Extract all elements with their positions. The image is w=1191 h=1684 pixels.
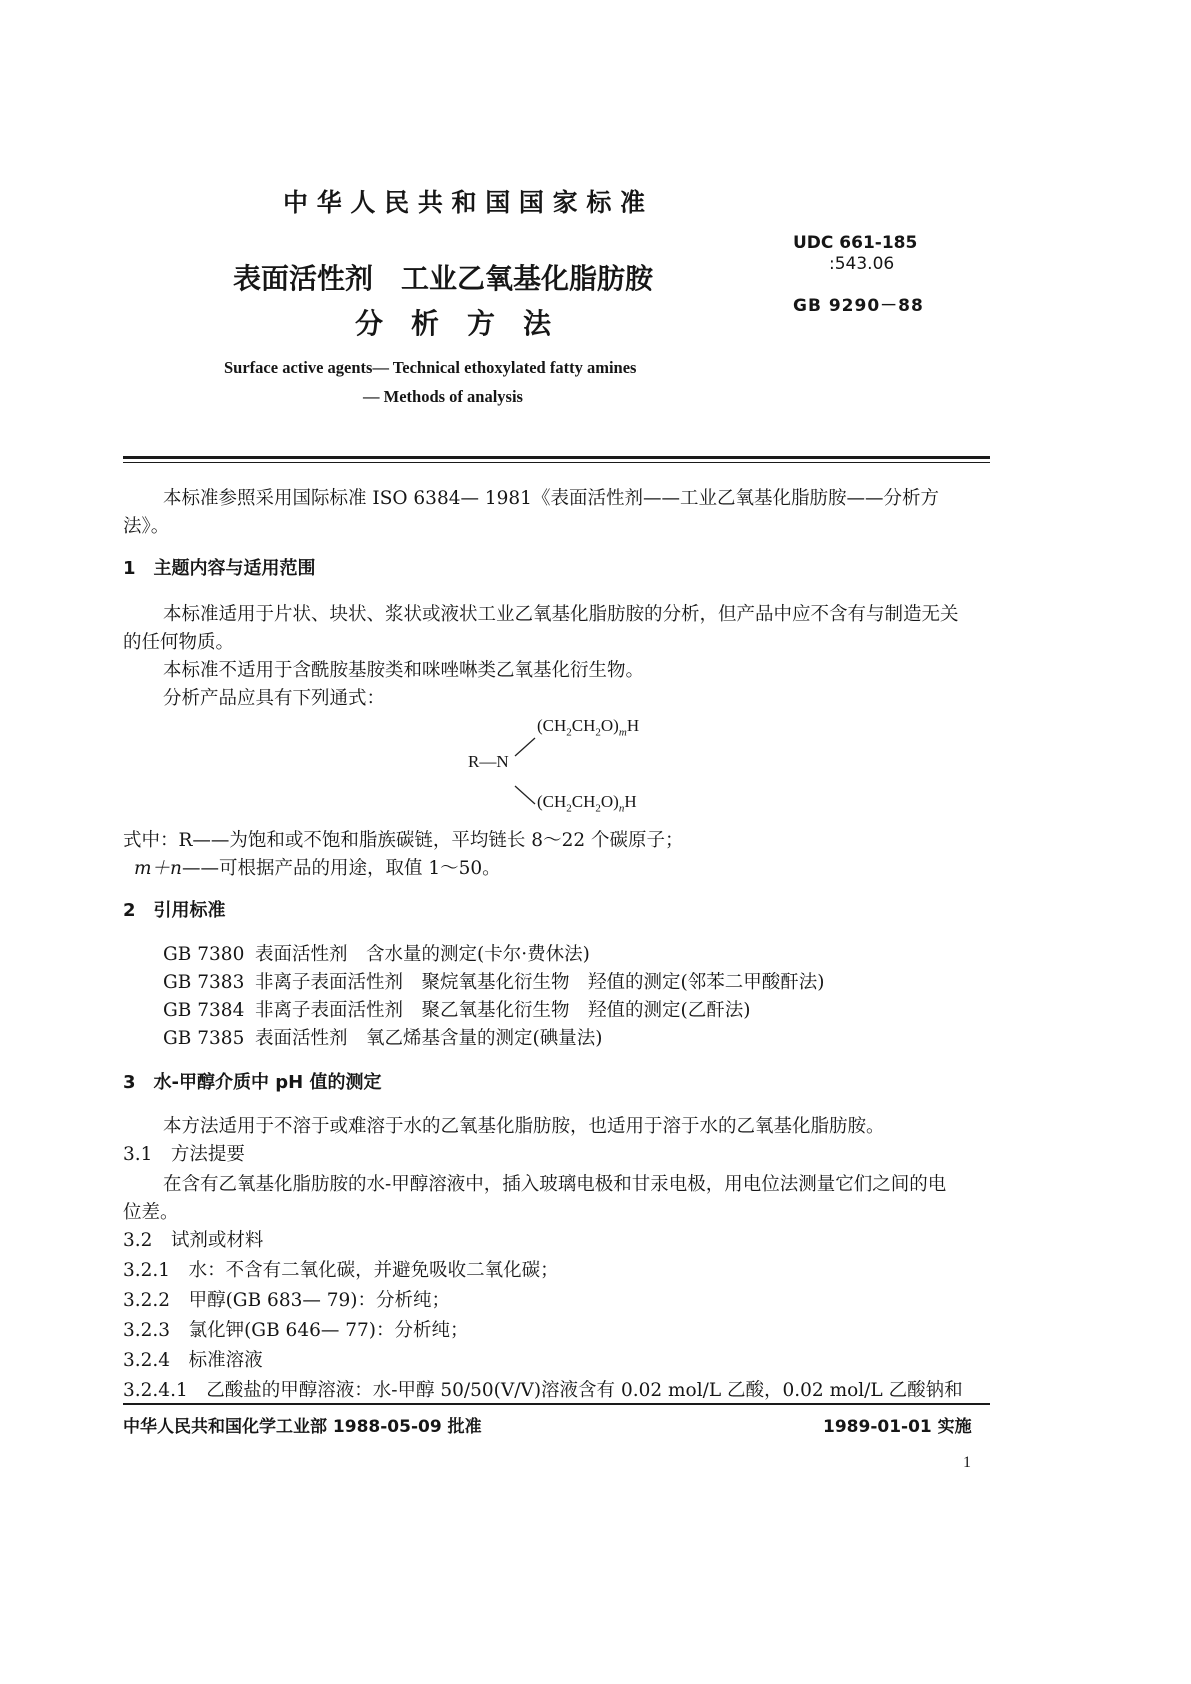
header-rule-thick xyxy=(123,456,990,459)
section-1-para1-line1: 本标准适用于片状、块状、浆状或液状工业乙氧基化脂肪胺的分析，但产品中应不含有与制造无关 xyxy=(163,604,959,625)
formula-top-group: $(CH_2CH_2O)_mH$ xyxy=(537,716,640,739)
document-subtitle-en: — Methods of analysis xyxy=(363,387,523,406)
reference-row xyxy=(163,996,750,1022)
section-1-para2: 本标准不适用于含酰胺基胺类和咪唑啉类乙氧基化衍生物。 xyxy=(163,660,645,681)
section-3-2-4-1: 3.2.4.1 乙酸盐的甲醇溶液：水-甲醇 50/50(V/V)溶液含有 0.02 mol/L 乙酸，0.02 mol/L 乙酸钠和 xyxy=(123,1380,963,1401)
section-3-1-line1: 在含有乙氧基化脂肪胺的水-甲醇溶液中，插入玻璃电极和甘汞电极，用电位法测量它们之间的电 xyxy=(163,1174,947,1195)
formula-where-line1: 式中：R——为饱和或不饱和脂族碳链，平均链长 8～22 个碳原子； xyxy=(123,830,684,851)
reference-title: 表面活性剂 含水量的测定(卡尔·费休法) xyxy=(255,944,590,965)
section-1-para1-line2: 的任何物质。 xyxy=(123,632,235,653)
header-rule-thin xyxy=(123,462,990,463)
document-subtitle-zh: 分 析 方 法 xyxy=(355,307,552,340)
reference-title: 非离子表面活性剂 聚乙氧基化衍生物 羟值的测定(乙酐法) xyxy=(255,1000,751,1021)
section-3-1-heading: 3.1 方法提要 xyxy=(123,1144,245,1165)
section-2-heading: 2 引用标准 xyxy=(123,900,226,921)
footer-rule xyxy=(123,1403,990,1405)
section-1-heading: 1 主题内容与适用范围 xyxy=(123,558,316,579)
intro-paragraph-line2: 法》。 xyxy=(123,516,170,537)
formula-center: R—N xyxy=(468,752,509,771)
reference-row xyxy=(163,968,824,994)
formula-variable: m＋n xyxy=(134,858,182,879)
section-3-2-1: 3.2.1 水：不含有二氧化碳，并避免吸收二氧化碳； xyxy=(123,1260,559,1281)
section-3-2-4: 3.2.4 标准溶液 xyxy=(123,1350,263,1371)
udc-code: UDC 661-185 xyxy=(793,233,918,253)
intro-paragraph-line1: 本标准参照采用国际标准 ISO 6384— 1981《表面活性剂——工业乙氧基化脂肪胺——分析方 xyxy=(163,488,939,509)
reference-title: 表面活性剂 氧乙烯基含量的测定(碘量法) xyxy=(255,1028,603,1049)
section-3-2-2: 3.2.2 甲醇(GB 683— 79)：分析纯； xyxy=(123,1290,450,1311)
section-3-2-heading: 3.2 试剂或材料 xyxy=(123,1230,264,1251)
document-title-zh: 表面活性剂 工业乙氧基化脂肪胺 xyxy=(233,262,654,295)
effective-date: 1989-01-01 实施 xyxy=(823,1417,972,1437)
approval-statement: 中华人民共和国化学工业部 1988-05-09 批准 xyxy=(123,1417,482,1437)
udc-code-sub: :543.06 xyxy=(829,254,895,274)
reference-row xyxy=(163,940,590,966)
formula-bond-upper xyxy=(515,738,535,756)
section-1-para3: 分析产品应具有下列通式： xyxy=(163,688,386,709)
national-standard-title: 中 华 人 民 共 和 国 国 家 标 准 xyxy=(283,188,646,217)
gb-number: GB 9290－88 xyxy=(793,296,924,316)
reference-title: 非离子表面活性剂 聚烷氧基化衍生物 羟值的测定(邻苯二甲酸酐法) xyxy=(255,972,825,993)
formula-bottom-group: $(CH_2CH_2O)_nH$ xyxy=(537,792,637,815)
reference-row xyxy=(163,1024,602,1050)
formula-bond-lower xyxy=(515,786,535,804)
reference-code: GB 7383 xyxy=(163,972,245,993)
section-3-heading: 3 水-甲醇介质中 pH 值的测定 xyxy=(123,1072,382,1093)
reference-code: GB 7384 xyxy=(163,1000,245,1021)
section-3-2-3: 3.2.3 氯化钾(GB 646— 77)：分析纯； xyxy=(123,1320,469,1341)
section-3-1-line2: 位差。 xyxy=(123,1202,179,1223)
formula-variable-definition: ——可根据产品的用途，取值 1～50。 xyxy=(181,858,501,879)
document-title-en: Surface active agents— Technical ethoxylated fatty amines xyxy=(224,358,637,377)
page-number: 1 xyxy=(963,1454,971,1471)
reference-code: GB 7385 xyxy=(163,1028,245,1049)
section-3-para1: 本方法适用于不溶于或难溶于水的乙氧基化脂肪胺，也适用于溶于水的乙氧基化脂肪胺。 xyxy=(163,1116,885,1137)
formula-where-line2 xyxy=(134,854,501,880)
reference-code: GB 7380 xyxy=(163,944,245,965)
